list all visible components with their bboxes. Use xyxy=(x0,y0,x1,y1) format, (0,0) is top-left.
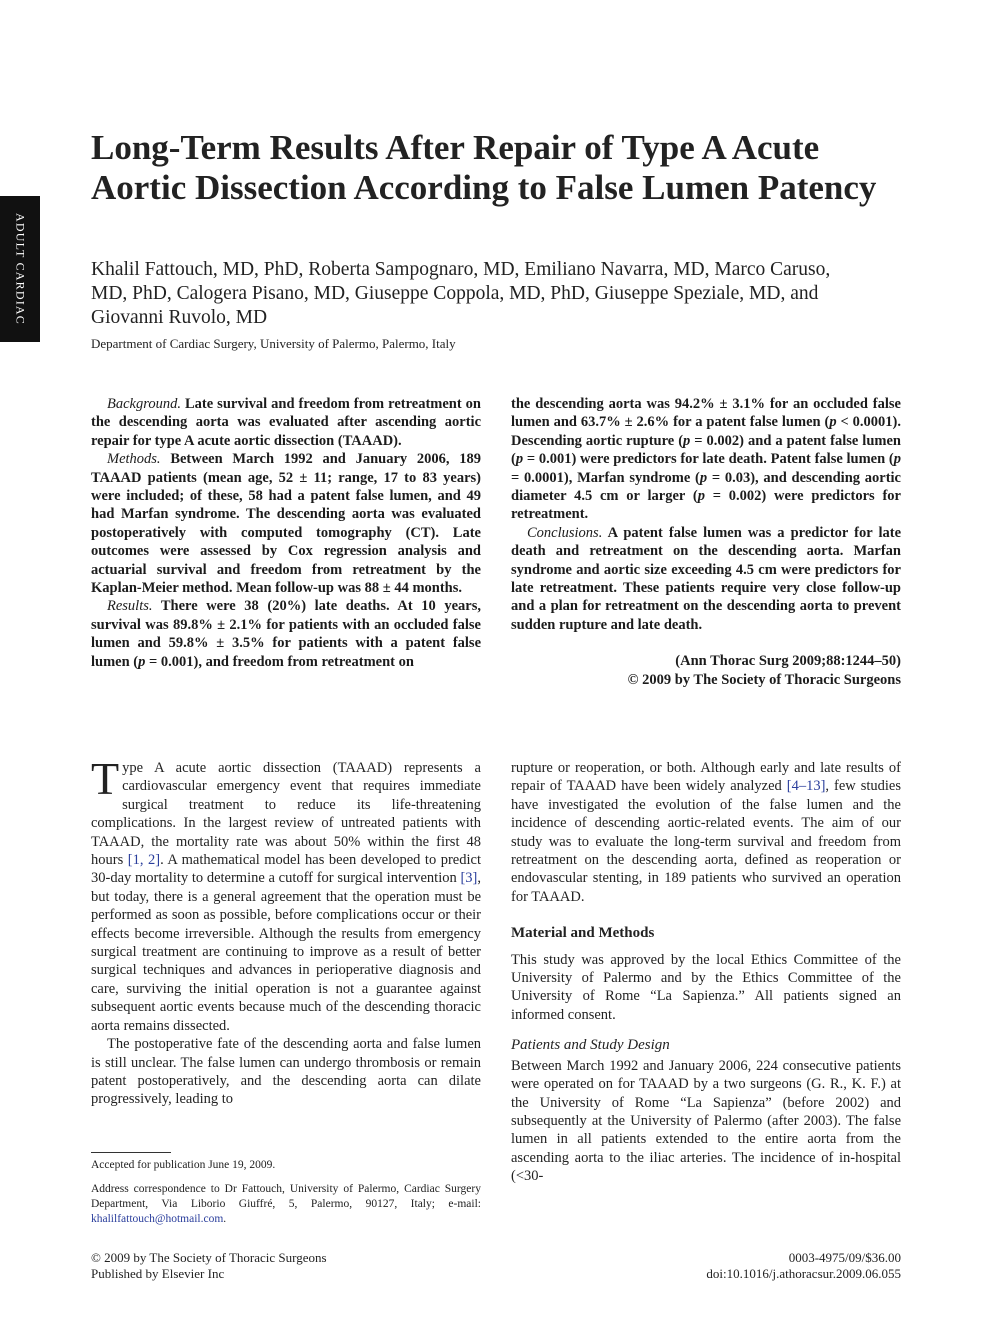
p-symbol: p xyxy=(893,451,901,468)
correspondence-text: Address correspondence to Dr Fattouch, University of Palermo, Cardiac Surgery Department, Via Liborio Giuffré, 5, Palermo, 90127, Italy; e-mail: xyxy=(91,1183,481,1210)
abstract-results xyxy=(91,597,481,671)
reference-link[interactable]: [3] xyxy=(460,870,478,887)
abstract-copyright: © 2009 by The Society of Thoracic Surgeons xyxy=(627,671,901,688)
p-symbol: p xyxy=(683,432,691,449)
body-text: , few studies have investigated the evolution of the false lumen and the incidence of descending aortic-related events. The aim of our study was to evaluate the long-term survival and freedom from retreatment on the descending aorta, defined as reoperation or endovascular stenting, in 189 patients who survived an operation for TAAAD. xyxy=(511,778,902,905)
results-label: Results. xyxy=(107,598,153,615)
results-text: < 0.0001). Descending aortic rupture ( xyxy=(511,414,901,449)
reference-link[interactable]: [4–13] xyxy=(786,778,826,795)
abstract-results-continued xyxy=(511,395,901,524)
p-symbol: p xyxy=(515,451,524,468)
results-text: There were 38 (20%) late deaths. At 10 years, survival was 89.8% ± 2.1% for patients with an occluded false lumen and 59.8% ± 3.5% for patients with a patent false lumen ( xyxy=(91,598,481,670)
abstract-conclusions xyxy=(511,524,901,634)
drop-cap: T xyxy=(91,753,120,804)
body-right-column xyxy=(511,759,901,1186)
intro-paragraph xyxy=(91,753,481,1035)
abstract-left-column xyxy=(91,395,481,671)
methods-label: Methods. xyxy=(107,451,161,468)
abstract-background xyxy=(91,395,481,450)
section-side-tab xyxy=(0,196,40,342)
results-text: = 0.002) were predictors for retreatment. xyxy=(511,488,901,523)
abstract-right-column xyxy=(511,395,901,689)
body-paragraph xyxy=(511,759,901,906)
footer-issn: 0003-4975/09/$36.00 xyxy=(788,1250,901,1265)
journal-citation: (Ann Thorac Surg 2009;88:1244–50) xyxy=(675,653,901,670)
body-left-column xyxy=(91,753,481,1109)
conclusions-label: Conclusions. xyxy=(527,524,603,541)
background-label: Background. xyxy=(107,396,181,412)
results-text: = 0.002) and a patent false lumen ( xyxy=(511,432,901,468)
footer-left xyxy=(91,1250,327,1281)
affiliation: Department of Cardiac Surgery, University of Palermo, Palermo, Italy xyxy=(91,336,456,351)
correspondence-note xyxy=(91,1182,481,1226)
body-text: rupture or reoperation, or both. Although early and late results of repair of TAAAD have been widely analyzed xyxy=(511,760,901,795)
section-heading: Material and Methods xyxy=(511,925,655,942)
background-text: Late survival and freedom from retreatment on the descending aorta was evaluated after ascending aortic repair for type A acute aortic dissection (TAAAD). xyxy=(91,396,481,449)
reference-link[interactable]: [1, 2] xyxy=(127,852,161,869)
methods-text: Between March 1992 and January 2006, 189 TAAAD patients (mean age, 52 ± 11; range, 17 to 83 years) were included; of these, 58 had a patent false lumen, and 49 had Marfan syndrome. The descending aorta was evaluated postoperatively with computed tomography (CT). Late outcomes were assessed by Cox regression analysis and actuarial survival and freedom from retreatment by the Kaplan-Meier method. Mean follow-up was 88 ± 44 months. xyxy=(91,451,482,597)
footer-publisher: Published by Elsevier Inc xyxy=(91,1265,225,1281)
correspondence-text: . xyxy=(223,1212,227,1225)
conclusions-text: A patent false lumen was a predictor for late death and retreatment on the descending aorta. Marfan syndrome and aortic size exceeding 4.5 cm were predictors for late retreatment. These patients require very close follow-up and a plan for retreatment on the descending aorta to prevent sudden rupture and late death. xyxy=(511,524,902,633)
body-paragraph: The postoperative fate of the descending aorta and false lumen is still unclear. The false lumen can undergo thrombosis or remain patent postoperatively, and the descending aorta can dilate progressively, leading to xyxy=(91,1036,481,1108)
p-symbol: p xyxy=(829,414,837,431)
p-symbol: p xyxy=(697,488,705,505)
body-text: ype A acute aortic dissection (TAAAD) represents a cardiovascular emergency event that requires immediate surgical treatment to reduce its life-threatening complications. In the largest review of untreated patients with TAAAD, the mortality rate was about 50% within the first 48 hours xyxy=(91,760,481,869)
p-symbol: p xyxy=(138,653,146,670)
body-text: . A mathematical model has been developed to predict 30-day mortality to determine a cutoff for surgical intervention xyxy=(91,852,481,887)
side-tab-label: ADULT CARDIAC xyxy=(13,213,28,325)
results-text: = 0.0001), Marfan syndrome ( xyxy=(511,469,700,486)
p-symbol: p xyxy=(699,469,708,486)
results-text: the descending aorta was 94.2% ± 3.1% for an occluded false lumen and 63.7% ± 2.6% for a patent false lumen ( xyxy=(511,396,901,431)
body-paragraph: This study was approved by the local Ethics Committee of the University of Palermo and by the Ethics Committee of the University of Rome “La Sapienza.” All patients signed an informed consent. xyxy=(511,951,901,1023)
email-link[interactable]: khalilfattouch@hotmail.com xyxy=(91,1212,224,1225)
subsection-heading: Patients and Study Design xyxy=(511,1037,670,1054)
footer-copyright: © 2009 by The Society of Thoracic Surgeons xyxy=(91,1250,327,1265)
results-text: = 0.001), and freedom from retreatment on xyxy=(145,653,414,670)
footer-right xyxy=(706,1250,901,1281)
body-paragraph: Between March 1992 and January 2006, 224 consecutive patients were operated on for TAAAD by a two surgeons (G. R., K. F.) at the University of Rome “La Sapienza” (before 2002) and subsequently at the University of Palermo (after 2003). The false lumen in all patients extended to the entire aorta from the ascending aorta to the iliac arteries. The incidence of in-hospital (<30- xyxy=(511,1057,901,1185)
footer-doi: doi:10.1016/j.athoracsur.2009.06.055 xyxy=(706,1265,901,1281)
abstract-methods xyxy=(91,450,481,597)
author-list: Khalil Fattouch, MD, PhD, Roberta Sampognaro, MD, Emiliano Navarra, MD, Marco Caruso, MD, PhD, Calogera Pisano, MD, Giuseppe Coppola, MD, PhD, Giuseppe Speziale, MD, and Giovanni Ruvolo, MD xyxy=(91,259,831,328)
results-text: = 0.001) were predictors for late death. Patent false lumen ( xyxy=(523,451,894,468)
results-text: = 0.03), and descending aortic diameter 4.5 cm or larger ( xyxy=(511,469,901,505)
footnote-divider xyxy=(91,1152,171,1153)
article-title: Long-Term Results After Repair of Type A Acute Aortic Dissection According to False Lumen Patency xyxy=(91,128,877,207)
body-text: , but today, there is a general agreement that the operation must be performed as soon as possible, before complications occur or their effects become irreversible. Although the results from emergency surgical treatment are continuing to improve as a result of better surgical techniques and advances in perioperative diagnosis and care, surviving the initial operation is not a guarantee against subsequent aortic events because much of the descending thoracic aorta remains dissected. xyxy=(91,870,481,1034)
accepted-note: Accepted for publication June 19, 2009. xyxy=(91,1159,276,1171)
